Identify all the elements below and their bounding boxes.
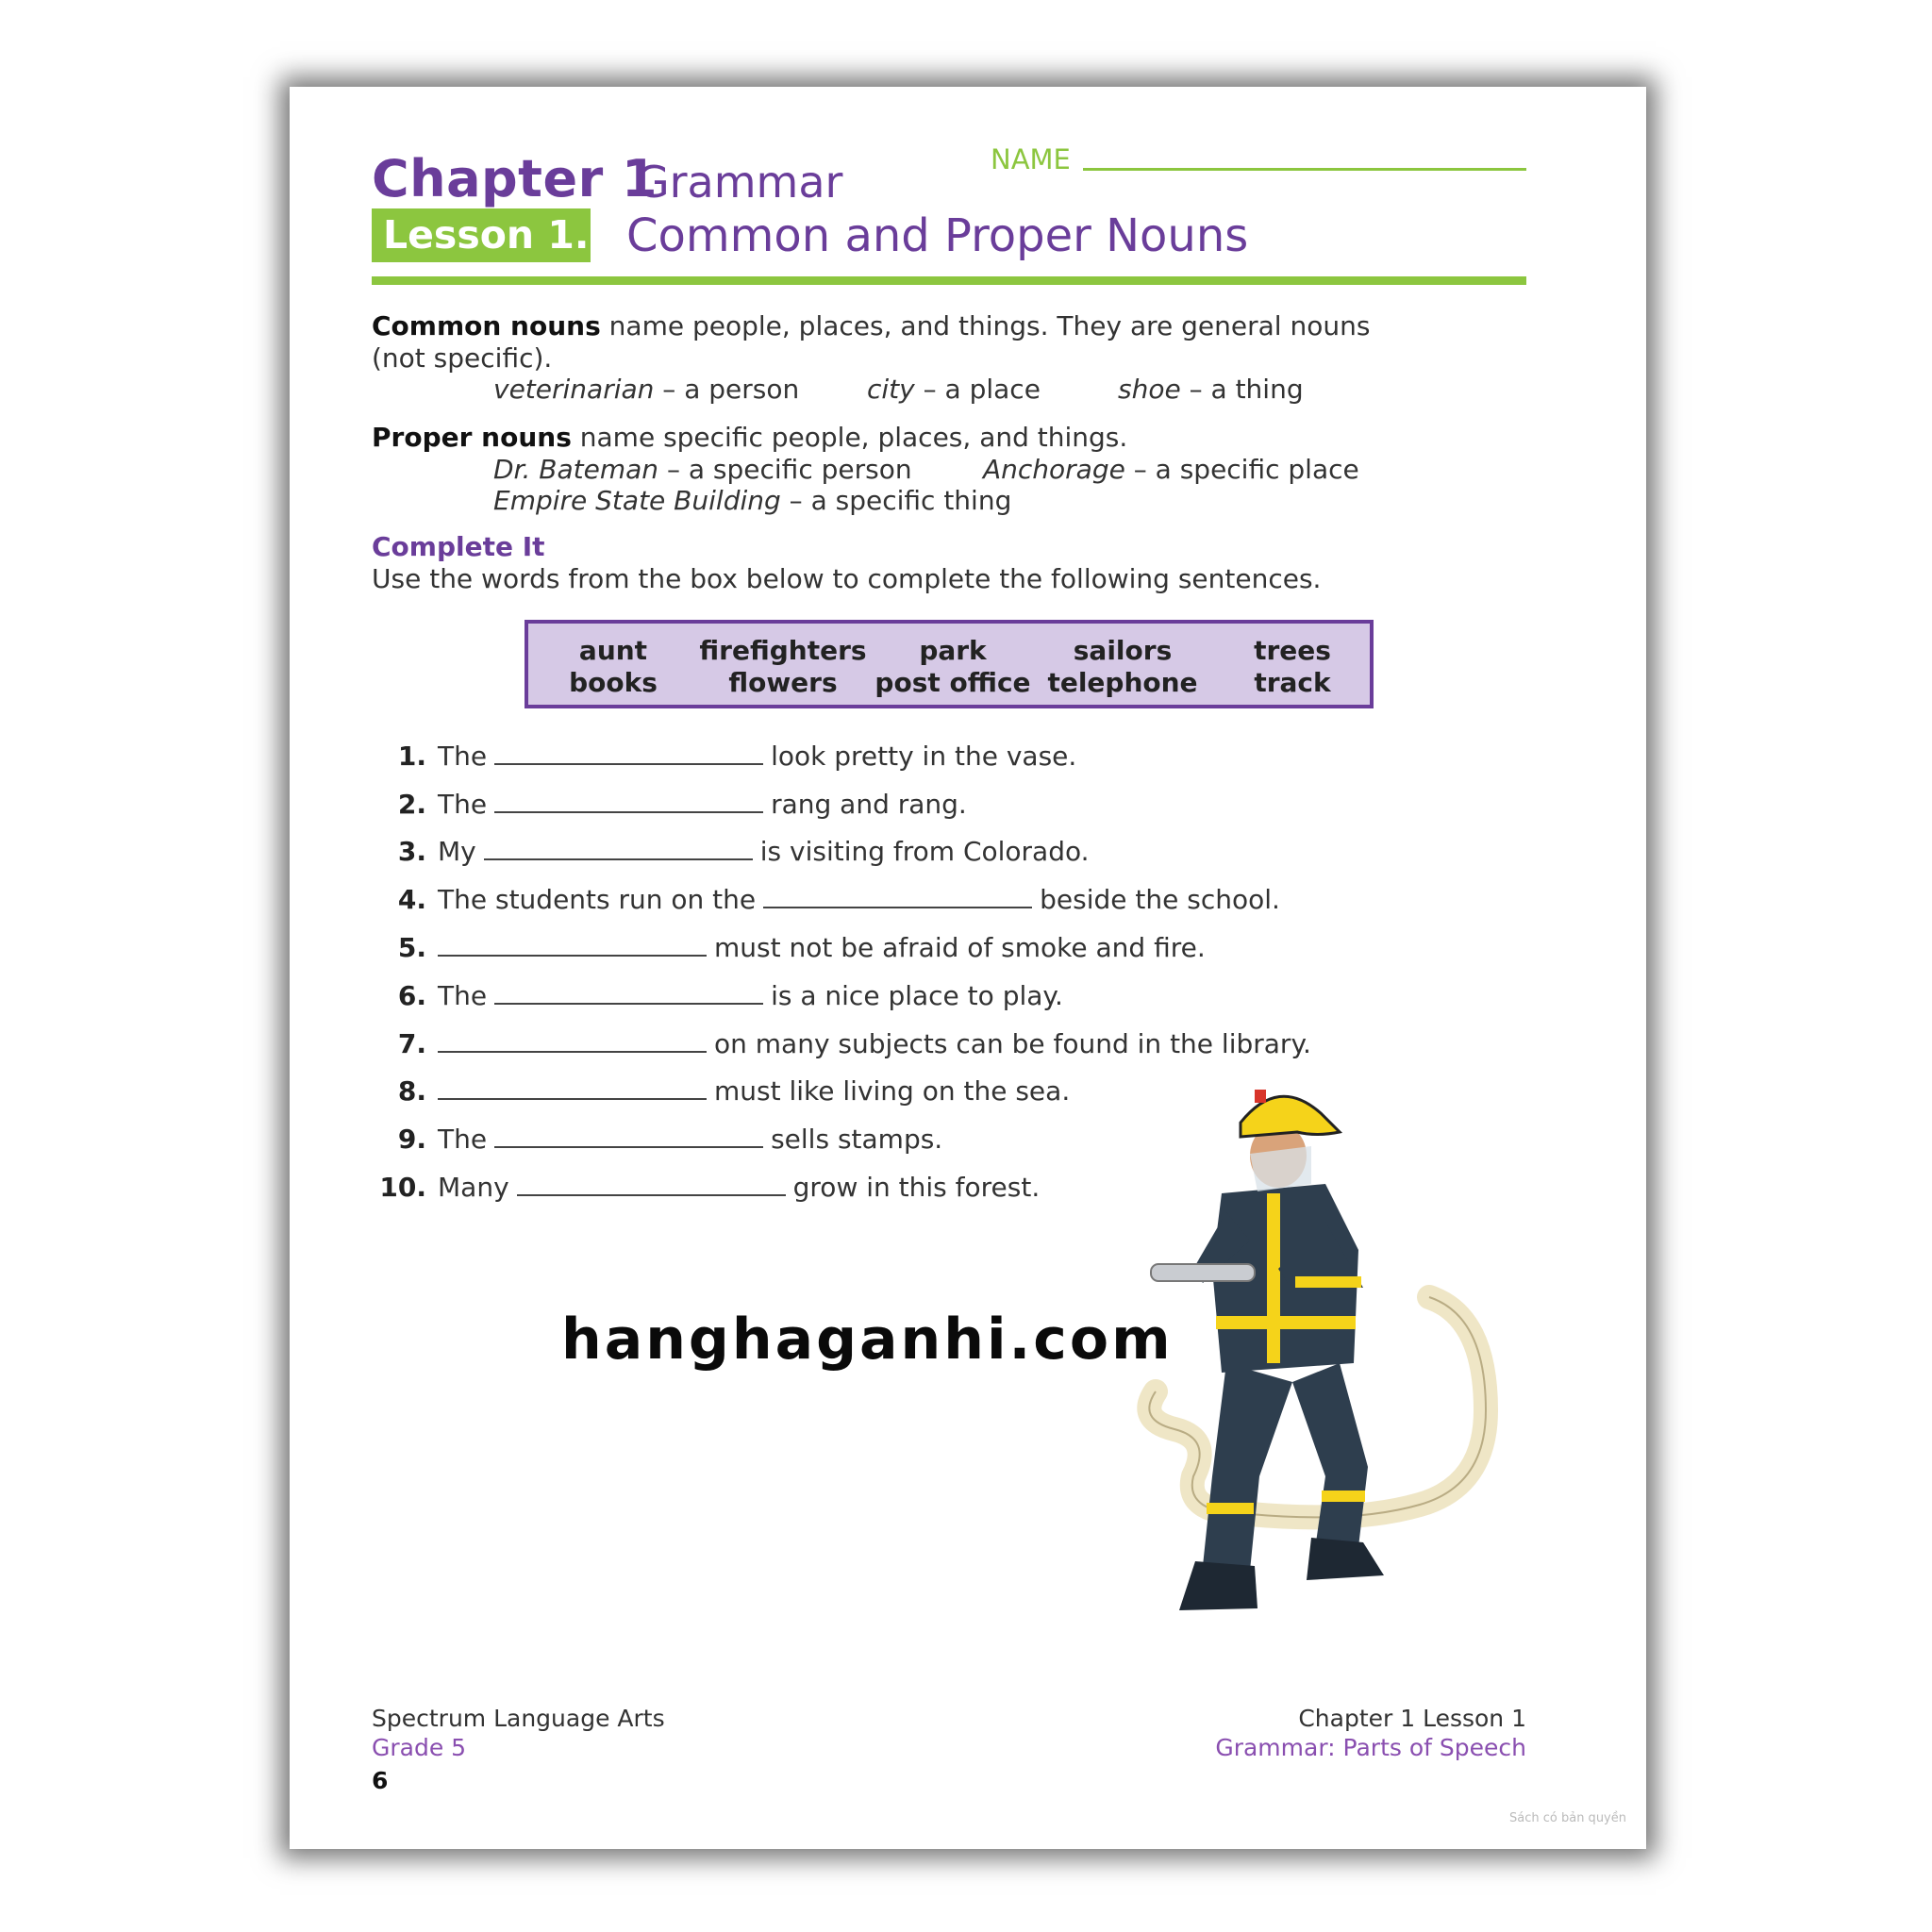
common-nouns-text-line2: (not specific). <box>372 342 553 374</box>
question-number: 9. <box>397 1124 426 1155</box>
common-nouns-term: Common nouns <box>372 310 601 341</box>
question-6: The is a nice place to play. <box>438 980 1063 1011</box>
question-number: 5. <box>397 932 426 963</box>
footer-grade: Grade 5 <box>372 1734 467 1761</box>
header-divider <box>372 276 1526 285</box>
question-1: The look pretty in the vase. <box>438 741 1077 772</box>
name-input-line[interactable] <box>1083 168 1526 171</box>
word-bank-column <box>1208 635 1377 699</box>
proper-nouns-text: name specific people, places, and things. <box>571 422 1128 453</box>
complete-it-heading: Complete It <box>372 531 545 562</box>
lesson-title: Common and Proper Nouns <box>626 209 1249 262</box>
answer-blank[interactable] <box>438 934 707 957</box>
question-9: The sells stamps. <box>438 1124 943 1155</box>
question-7: on many subjects can be found in the library. <box>438 1028 1311 1059</box>
word-bank-item: trees <box>1254 635 1331 666</box>
answer-blank[interactable] <box>494 742 763 765</box>
question-number: 6. <box>397 980 426 1011</box>
footer-chapter-lesson: Chapter 1 Lesson 1 <box>1298 1705 1526 1732</box>
name-label: NAME <box>991 143 1071 175</box>
footer-book-title: Spectrum Language Arts <box>372 1705 665 1732</box>
leg-stripe <box>1207 1503 1254 1514</box>
copyright-note: Sách có bản quyền <box>1509 1811 1626 1825</box>
common-example-2: city – a place <box>867 374 1041 405</box>
word-bank-column <box>528 635 698 699</box>
common-example-1: veterinarian – a person <box>493 374 800 405</box>
footer-topic: Grammar: Parts of Speech <box>1215 1734 1526 1761</box>
answer-blank[interactable] <box>484 838 753 860</box>
question-number: 2. <box>397 789 426 820</box>
answer-blank[interactable] <box>438 1077 707 1100</box>
answer-blank[interactable] <box>763 886 1032 908</box>
common-nouns-text: name people, places, and things. They are general nouns <box>600 310 1371 341</box>
question-number: 3. <box>397 836 426 867</box>
question-3: My is visiting from Colorado. <box>438 836 1090 867</box>
word-bank-item: firefighters <box>699 635 867 666</box>
question-number: 8. <box>397 1075 426 1107</box>
word-bank-column <box>868 635 1038 699</box>
question-5: must not be afraid of smoke and fire. <box>438 932 1206 963</box>
exercise-instruction: Use the words from the box below to complete the following sentences. <box>372 563 1322 594</box>
word-bank-column <box>1038 635 1208 699</box>
answer-blank[interactable] <box>438 1030 707 1053</box>
question-number: 10. <box>379 1172 426 1203</box>
left-leg <box>1203 1363 1292 1571</box>
common-example-3: shoe – a thing <box>1118 374 1304 405</box>
question-4: The students run on the beside the school. <box>438 884 1280 915</box>
hose-nozzle <box>1151 1264 1255 1281</box>
coat-front-stripe <box>1267 1193 1280 1363</box>
answer-blank[interactable] <box>494 982 763 1005</box>
proper-nouns-definition <box>372 422 1127 454</box>
common-nouns-definition <box>372 310 1370 342</box>
word-bank-item: sailors <box>1073 635 1173 666</box>
answer-blank[interactable] <box>494 791 763 813</box>
face-shield <box>1250 1146 1311 1191</box>
answer-blank[interactable] <box>494 1125 763 1148</box>
chapter-title: Chapter 1 <box>372 149 658 208</box>
proper-nouns-term: Proper nouns <box>372 422 572 453</box>
question-number: 7. <box>397 1028 426 1059</box>
word-bank-item: post office <box>874 667 1031 698</box>
word-bank-box <box>525 620 1374 708</box>
coat-stripe <box>1216 1316 1356 1329</box>
leg-stripe <box>1322 1491 1365 1502</box>
word-bank-item: telephone <box>1047 667 1198 698</box>
firefighter-illustration <box>1137 1080 1514 1627</box>
word-bank-item: aunt <box>578 635 648 666</box>
sleeve-stripe <box>1295 1276 1361 1288</box>
question-number: 1. <box>397 741 426 772</box>
lesson-badge: Lesson 1.1 <box>372 208 591 262</box>
proper-example-3: Empire State Building – a specific thing <box>493 485 1012 516</box>
proper-example-1: Dr. Bateman – a specific person <box>493 454 912 485</box>
word-bank-column <box>698 635 868 699</box>
watermark-text: hanghaganhi.com <box>561 1307 1174 1373</box>
word-bank-item: track <box>1254 667 1331 698</box>
proper-example-2: Anchorage – a specific place <box>983 454 1359 485</box>
helmet-badge <box>1255 1090 1266 1103</box>
word-bank-item: park <box>919 635 987 666</box>
chapter-topic: Grammar <box>636 157 843 208</box>
answer-blank[interactable] <box>517 1174 786 1196</box>
question-2: The rang and rang. <box>438 789 967 820</box>
page-number: 6 <box>372 1767 389 1794</box>
question-number: 4. <box>397 884 426 915</box>
word-bank-item: flowers <box>728 667 838 698</box>
left-boot <box>1179 1561 1257 1610</box>
question-10: Many grow in this forest. <box>438 1172 1041 1203</box>
word-bank-item: books <box>569 667 658 698</box>
question-8: must like living on the sea. <box>438 1075 1070 1107</box>
right-boot <box>1307 1538 1384 1580</box>
